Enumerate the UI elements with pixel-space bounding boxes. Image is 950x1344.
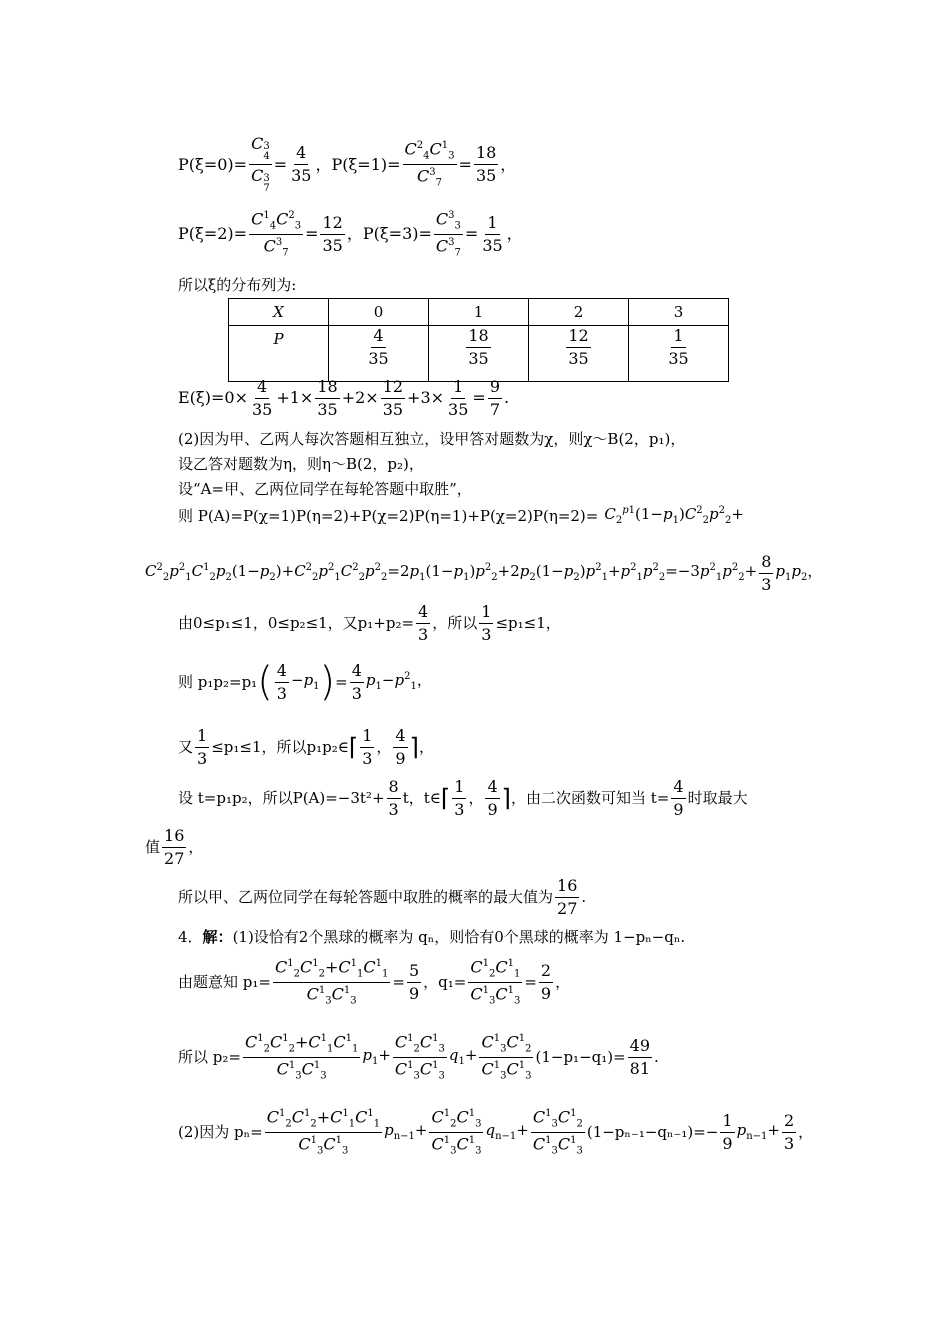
table-cell: $\frac{4}{35}$ (329, 326, 429, 382)
table-cell: 3 (629, 299, 729, 326)
part4-line-2: 由题意知 p₁= $\frac{C^1_2C^1_2+C^1_1C^1_1}{C^1_3C^1_3}$ = $\frac{5}{9}$ ，q₁= $\frac{C^1_2C^1_1}{C^1_3C^1_3}$ = $\frac{2}{9}$ ， (178, 957, 571, 1007)
p3-label: P(ξ=3)= (362, 224, 432, 244)
part4-line-1: 4．解：(1)设恰有2个黑球的概率为 qₙ，则恰有0个黑球的概率为 1−pₙ−qₙ. (178, 928, 686, 946)
part2-line-8: 则 p₁p₂=p₁ ( 4 3 $-p_1$ ) = $\frac{4}{3}$ $p_1-p^2_1$， (178, 659, 432, 706)
part4-line-4: (2)因为 pₙ= $\frac{C^1_2C^1_2+C^1_1C^1_1}{C^1_3C^1_3}$ $p_{n-1}+$ $\frac{C^1_2C^1_3}{C^1_3C^1_3}$ $q_{n-1}+$ $\frac{C^1_3C^1_2}{C^1_3C^1_3}$ (1−pₙ₋₁−qₙ₋₁)=− $\frac{1}{9}$ $p_{n-1}+$ $\frac{2}{3}$ ， (178, 1107, 814, 1157)
fraction-p3-value: $\frac{1}{35}$ (482, 212, 503, 255)
part2-line-12: 所以甲、乙两位同学在每轮答题中取胜的概率的最大值为 16 27 . (178, 876, 587, 918)
fraction-c43-c73: C 3 4 C 3 7 (251, 134, 270, 194)
p1-label: P(ξ=1)= (331, 154, 401, 174)
fraction-p2-value: $\frac{12}{35}$ (322, 212, 343, 255)
table-cell: $\frac{1}{35}$ (629, 326, 729, 382)
table-row-label-p: P (229, 326, 329, 382)
p0-label: P(ξ=0)= (178, 154, 248, 174)
expectation-line: E(ξ)=0× $\frac{4}{35}$ +1× $\frac{18}{35}$ +2× $\frac{12}{35}$ +3× $\frac{1}{35}$ = $\frac{9}{7}$ . (178, 377, 510, 419)
prob-line-1: P(ξ=0)= C 3 4 C 3 7 = $\frac{4}{35}$ ， P(ξ=1)= $\frac{C^2_4C^1_3}{C^3_7}$ = $\frac{18}{35}$ ， (178, 134, 517, 194)
part2-line-10: 设 t=p₁p₂，所以P(A)=−3t²+ $\frac{8}{3}$ t，t∈ ⌈ 1 3 ， 4 9 ⌉ ，由二次函数可知当 t= $\frac{4}{9}$ 时取最大 (178, 777, 748, 819)
part2-line-4: 则 P(A)=P(χ=1)P(η=2)+P(χ=2)P(η=1)+P(χ=2)P(η=2)= $C_2^{p1}(1-p_1)C^2_2p^2_2+$ (178, 505, 744, 526)
table-cell: 0 (329, 299, 429, 326)
part2-line-9: 又 $\frac{1}{3}$ ≤p₁≤1，所以p₁p₂∈ ⌈ 1 3 ， 4 9 ⌉ ， (178, 726, 434, 768)
part4-line-3: 所以 p₂= $\frac{C^1_2C^1_2+C^1_1C^1_1}{C^1_3C^1_3}$ $p_1+$ $\frac{C^1_2C^1_3}{C^1_3C^1_3}$ $q_1+$ $\frac{C^1_3C^1_2}{C^1_3C^1_3}$ (1−p₁−q₁)= $\frac{49}{81}$ . (178, 1032, 659, 1082)
distribution-table (228, 298, 729, 382)
part2-line-11: 值 16 27 ， (145, 826, 204, 868)
fraction-c42c31-c73: $\frac{C^2_4C^1_3}{C^3_7}$ (404, 139, 455, 189)
fraction-c41c32-c73: $\frac{C^1_4C^2_3}{C^3_7}$ (251, 209, 302, 259)
p2-label: P(ξ=2)= (178, 224, 248, 244)
table-cell: $\frac{12}{35}$ (529, 326, 629, 382)
part2-line-5: $C^2_2p^2_1C^1_2p_2(1-p_2)+C^2_2p^2_1C^2_2p^2_2=2p_1(1-p_1)p^2_2+2p_2(1-p_2)p^2_1+p^2_1p^2_2=-3p^2_1p^2_2+$ $\frac{8}{3}$ $p_1p_2$， (145, 552, 823, 594)
dist-heading: 所以ξ的分布列为: (178, 276, 297, 294)
part2-line-2: 设乙答对题数为η，则η～B(2，p₂)， (178, 455, 424, 473)
table-cell: 1 (429, 299, 529, 326)
part2-line-3: 设“A=甲、乙两位同学在每轮答题中取胜”， (178, 480, 472, 498)
fraction-c33-c73: $\frac{C^3_3}{C^3_7}$ (435, 209, 461, 259)
fraction-p1-value: $\frac{18}{35}$ (475, 143, 497, 185)
table-cell: $\frac{18}{35}$ (429, 326, 529, 382)
fraction-p0-value: $\frac{4}{35}$ (291, 143, 312, 185)
prob-line-2: P(ξ=2)= $\frac{C^1_4C^2_3}{C^3_7}$ = $\frac{12}{35}$ ， P(ξ=3)= $\frac{C^3_3}{C^3_7}$ = $\frac{1}{35}$ ， (178, 209, 523, 259)
table-row-label-x: X (229, 299, 329, 326)
part2-line-1: (2)因为甲、乙两人每次答题相互独立，设甲答对题数为χ，则χ～B(2，p₁)， (178, 430, 686, 448)
part2-line-7: 由0≤p₁≤1，0≤p₂≤1，又p₁+p₂= $\frac{4}{3}$ ，所以 $\frac{1}{3}$ ≤p₁≤1， (178, 602, 561, 644)
table-cell: 2 (529, 299, 629, 326)
